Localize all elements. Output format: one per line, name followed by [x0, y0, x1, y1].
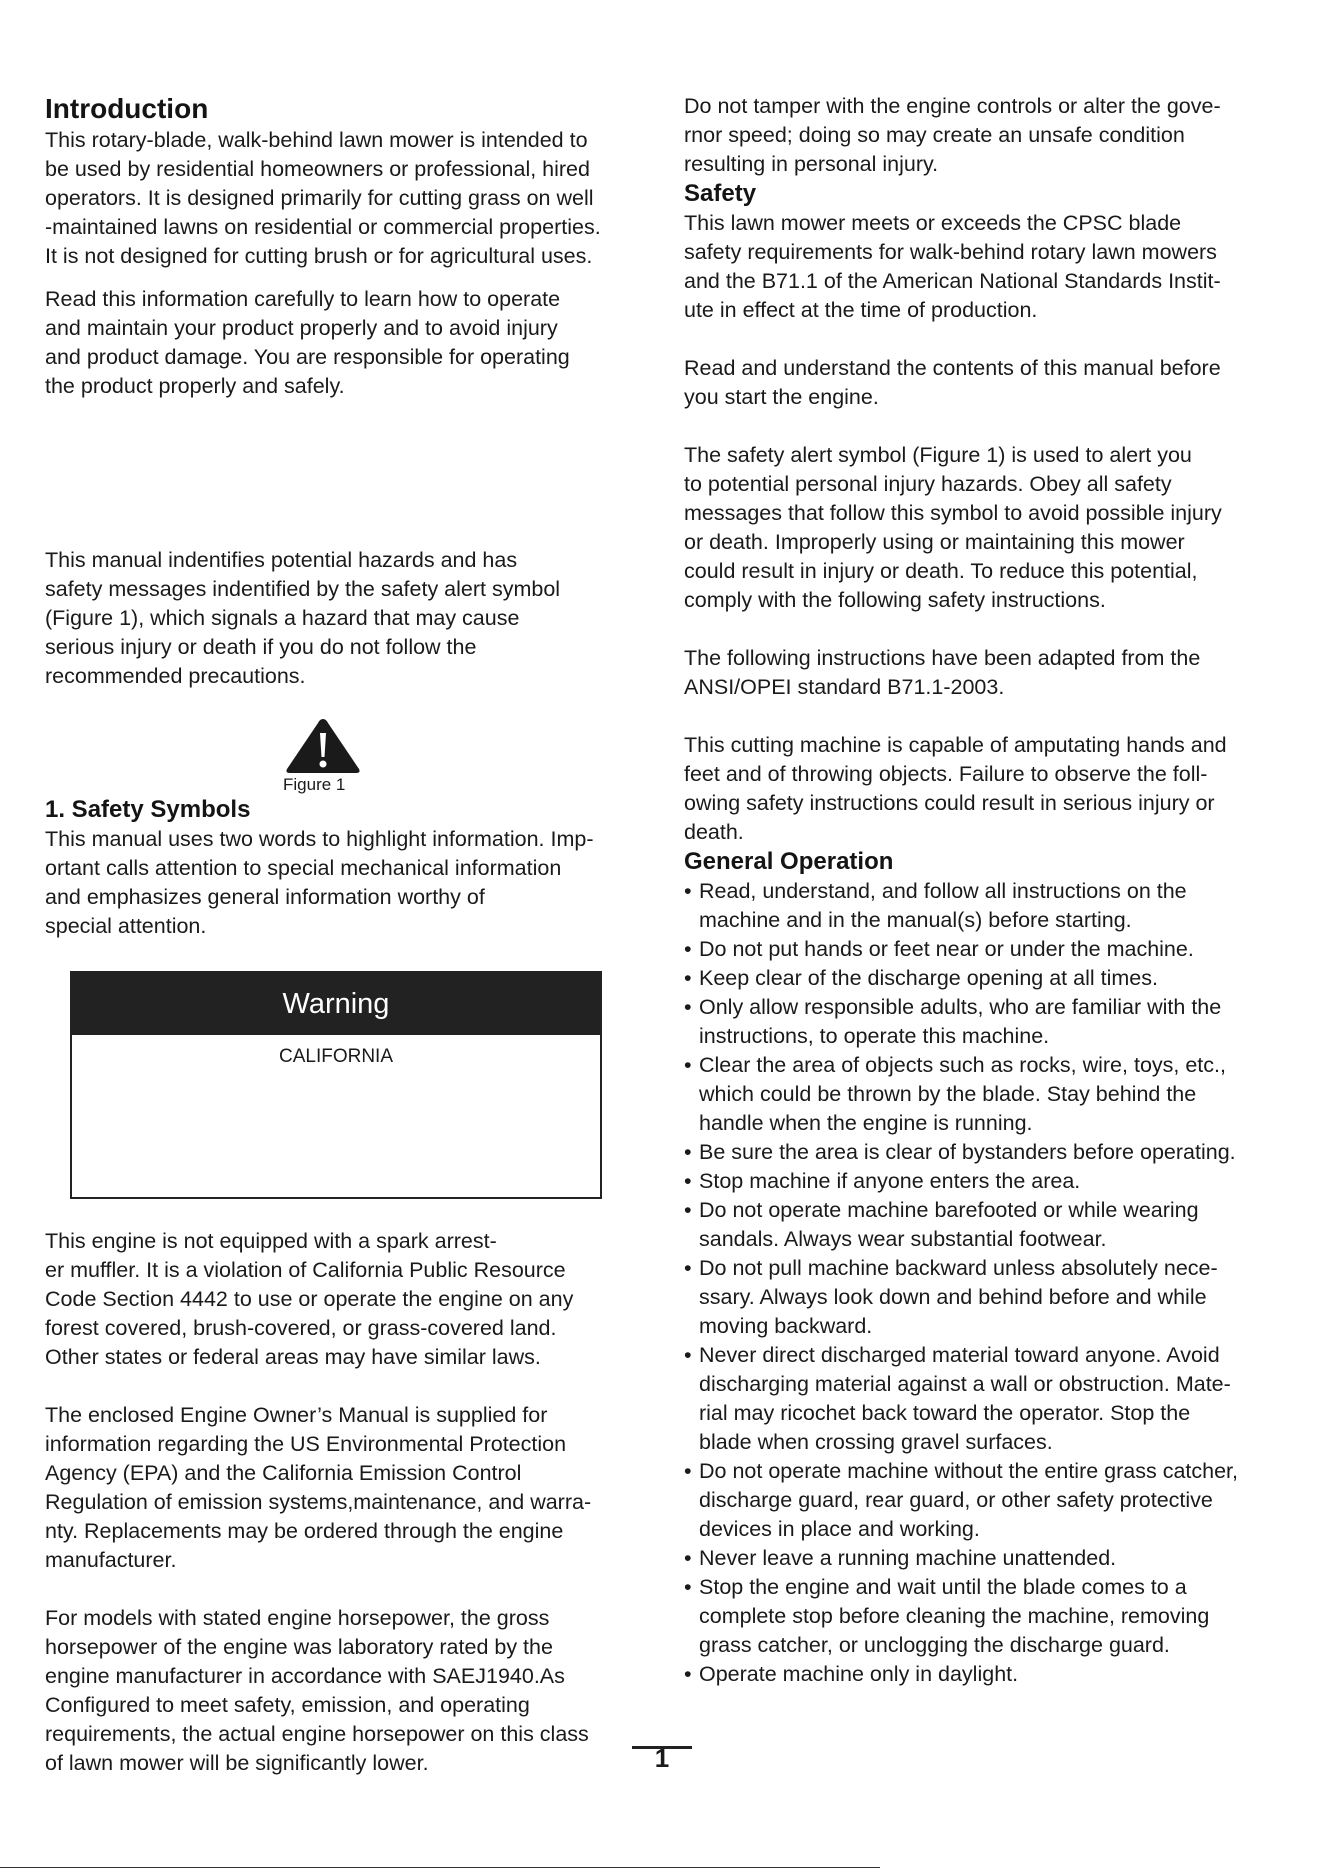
warning-triangle-icon	[283, 715, 363, 775]
warning-body: CALIFORNIA	[278, 1046, 394, 1067]
general-operation-heading: General Operation	[684, 848, 894, 875]
safety-paragraph-3: The safety alert symbol (Figure 1) is used to alert you to potential personal injury hazards. Obey all safety messages that follow this symbol to avoid possible injury or death. Improperly using or maintaining this mower could result in injury or death. To reduce this potential, comply with the following safety instructions.	[684, 443, 1222, 612]
list-item: • Stop machine if anyone enters the area.	[684, 1167, 1296, 1196]
list-item: • Be sure the area is clear of bystanders before operating.	[684, 1138, 1296, 1167]
left-column	[45, 92, 667, 1778]
list-item: • Do not pull machine backward unless absolutely nece- ssary. Always look down and behind before and while moving backward.	[684, 1254, 1296, 1341]
figure-1	[283, 715, 667, 795]
list-item: • Never leave a running machine unattended.	[684, 1544, 1296, 1573]
list-item: • Never direct discharged material toward anyone. Avoid discharging material against a wall or obstruction. Mate- rial may ricochet back toward the operator. Stop the blade when crossing gravel surfaces.	[684, 1341, 1296, 1457]
list-item: • Do not operate machine without the entire grass catcher, discharge guard, rear guard, or other safety protective devices in place and working.	[684, 1457, 1296, 1544]
list-item: • Only allow responsible adults, who are familiar with the instructions, to operate this machine.	[684, 993, 1296, 1051]
tamper-paragraph: Do not tamper with the engine controls or alter the gove- rnor speed; doing so may create an unsafe condition resulting in personal injury.	[684, 94, 1221, 176]
general-operation-list	[684, 877, 1296, 1689]
right-column	[684, 92, 1296, 1689]
list-item: • Read, understand, and follow all instructions on the machine and in the manual(s) before starting.	[684, 877, 1296, 935]
intro-paragraph-2: Read this information carefully to learn how to operate and maintain your product properly and to avoid injury and product damage. You are responsible for operating the product properly and safely.	[45, 287, 570, 398]
warning-header: Warning	[72, 973, 600, 1035]
safety-paragraph-4: The following instructions have been adapted from the ANSI/OPEI standard B71.1-2003.	[684, 646, 1201, 699]
safety-symbols-paragraph: This manual uses two words to highlight information. Imp- ortant calls attention to special mechanical information and emphasizes general information worthy of special attention.	[45, 827, 594, 938]
list-item: • Stop the engine and wait until the blade comes to a complete stop before cleaning the machine, removing grass catcher, or unclogging the discharge guard.	[684, 1573, 1296, 1660]
page-number: 1	[654, 1743, 670, 1773]
list-item: • Clear the area of objects such as rocks, wire, toys, etc., which could be thrown by the blade. Stay behind the handle when the engine is running.	[684, 1051, 1296, 1138]
safety-paragraph-1: This lawn mower meets or exceeds the CPSC blade safety requirements for walk-behind rotary lawn mowers and the B71.1 of the American National Standards Instit- ute in effect at the time of production.	[684, 211, 1221, 322]
list-item: • Do not put hands or feet near or under the machine.	[684, 935, 1296, 964]
list-item: • Keep clear of the discharge opening at all times.	[684, 964, 1296, 993]
safety-symbols-heading: 1. Safety Symbols	[45, 796, 251, 823]
safety-heading: Safety	[684, 180, 757, 207]
list-item: • Do not operate machine barefooted or while wearing sandals. Always wear substantial footwear.	[684, 1196, 1296, 1254]
warning-box	[70, 971, 602, 1199]
bottom-rule	[0, 1867, 880, 1868]
horsepower-paragraph: For models with stated engine horsepower, the gross horsepower of the engine was laboratory rated by the engine manufacturer in accordance with SAEJ1940.As Configured to meet safety, emission, and operating requirements, the actual engine horsepower on this class of lawn mower will be significantly lower.	[45, 1606, 589, 1775]
list-item: • Operate machine only in daylight.	[684, 1660, 1296, 1689]
figure-caption: Figure 1	[283, 775, 346, 794]
safety-paragraph-2: Read and understand the contents of this manual before you start the engine.	[684, 356, 1221, 409]
spark-arrester-paragraph: This engine is not equipped with a spark arrest- er muffler. It is a violation of California Public Resource Code Section 4442 to use or operate the engine on any forest covered, brush-covered, or grass-covered land. Other states or federal areas may have similar laws.	[45, 1229, 574, 1369]
intro-heading: Introduction	[45, 93, 209, 124]
intro-paragraph-3: This manual indentifies potential hazards and has safety messages indentified by the safety alert symbol (Figure 1), which signals a hazard that may cause serious injury or death if you do not follow the recommended precautions.	[45, 548, 561, 688]
intro-paragraph-1: This rotary-blade, walk-behind lawn mower is intended to be used by residential homeowners or professional, hired operators. It is designed primarily for cutting grass on well -maintained lawns on residential or commercial properties. It is not designed for cutting brush or for agricultural uses.	[45, 128, 601, 268]
engine-manual-paragraph: The enclosed Engine Owner’s Manual is supplied for information regarding the US Environmental Protection Agency (EPA) and the California Emission Control Regulation of emission systems,maintenance, and warra- nty. Replacements may be ordered through the engine manufacturer.	[45, 1403, 592, 1572]
safety-paragraph-5: This cutting machine is capable of amputating hands and feet and of throwing objects. Failure to observe the foll- owing safety instructions could result in serious injury or death.	[684, 733, 1227, 844]
